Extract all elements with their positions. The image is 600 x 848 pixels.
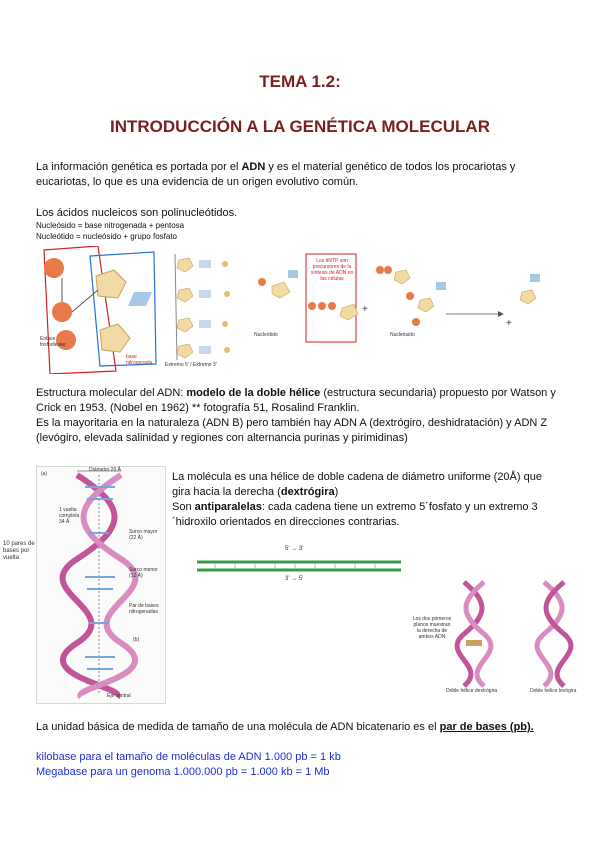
label-5to3: 5' → 3' [285, 546, 304, 552]
label-right-handed: Doble hélice dextrógira [446, 688, 498, 694]
nucleoside-def: Nucleósido = base nitrogenada + pentosa [36, 221, 185, 230]
label-nucleoside: Nucleósido [390, 332, 415, 338]
label-b: (b) [133, 637, 140, 643]
label-minor-groove: Surco menor (12 Å) [129, 567, 158, 579]
antiparallel-strands-figure [195, 546, 405, 586]
label-ends: Extremo 5' / Extremo 3' [165, 362, 217, 368]
megabase-line: Megabase para un genoma 1.000.000 pb = 1.000 kb = 1 Mb [36, 766, 330, 778]
label-3to5: 3' → 5' [285, 576, 304, 582]
page-title: TEMA 1.2: [259, 72, 341, 91]
kilobase-line: kilobase para el tamaño de moléculas de ADN 1.000 pb = 1 kb [36, 751, 341, 763]
label-base: base nitrogenada [126, 354, 153, 366]
svg-text:+: + [362, 304, 368, 315]
label-turn: 1 vuelta completa 34 Å [59, 507, 80, 525]
label-base-pair: Par de bases nitrogenadas [129, 603, 159, 615]
helix-handedness-figure [412, 578, 588, 698]
label-diameter: Diámetro 20 Å [89, 467, 121, 473]
label-axis: Eje central [107, 693, 131, 699]
nucleotide-def: Nucleótido = nucleósido + grupo fosfato [36, 232, 177, 241]
nucleotide-structure-figure [36, 246, 162, 374]
dntp-figure [250, 252, 550, 346]
dna-chain-figure [165, 250, 250, 372]
double-helix-figure [3, 466, 166, 704]
label-bp-per-turn: 10 pares de bases por vuelta [3, 541, 35, 561]
svg-text:+: + [506, 318, 512, 329]
units-paragraph: La unidad básica de medida de tamaño de una molécula de ADN bicatenario es el par de bases (pb). [36, 721, 534, 733]
label-twist-note: Los dos primeros planos muestran la derecha de ambos ADN [412, 616, 452, 640]
label-major-groove: Surco mayor (22 Å) [129, 529, 158, 541]
label-a: (a) [41, 471, 48, 477]
label-phosphodiester: Enlace fosfodiéster [40, 336, 66, 348]
nucleic-heading: Los ácidos nucleicos son polinucleótidos. [36, 207, 238, 219]
structure-paragraph: Estructura molecular del ADN: modelo de la doble hélice (estructura secundaria) propuesto por Watson y Crick en 1953. (Nobel en 1962) ** fotografía 51, Rosalind Franklin. Es la mayoritaria en la naturaleza (ADN B) pero también hay ADN A (dextrógiro, deshidratación) y ADN Z (levógiro, elevada salinidad y regiones con alternancia purinas y pirimidinas) [36, 387, 556, 444]
label-nucleotide: Nucleótido [254, 332, 278, 338]
label-dntp-note: Los dNTP son precursores de la síntesis de ADN en las células [310, 258, 354, 282]
helix-description: La molécula es una hélice de doble cadena de diámetro uniforme (20Å) que gira hacia la derecha (dextrógira) Son antiparalelas: cada cadena tiene un extremo 5´fosfato y un extremo 3´hidroxilo orientados en direcciones contrarias. [172, 471, 542, 528]
intro-paragraph: La información genética es portada por el ADN y es el material genético de todos los procariotas y eucariotas, lo que es una evidencia de un origen evolutivo común. [36, 161, 516, 188]
page-subtitle: INTRODUCCIÓN A LA GENÉTICA MOLECULAR [110, 117, 490, 136]
label-left-handed: Doble hélice levógira [530, 688, 577, 694]
